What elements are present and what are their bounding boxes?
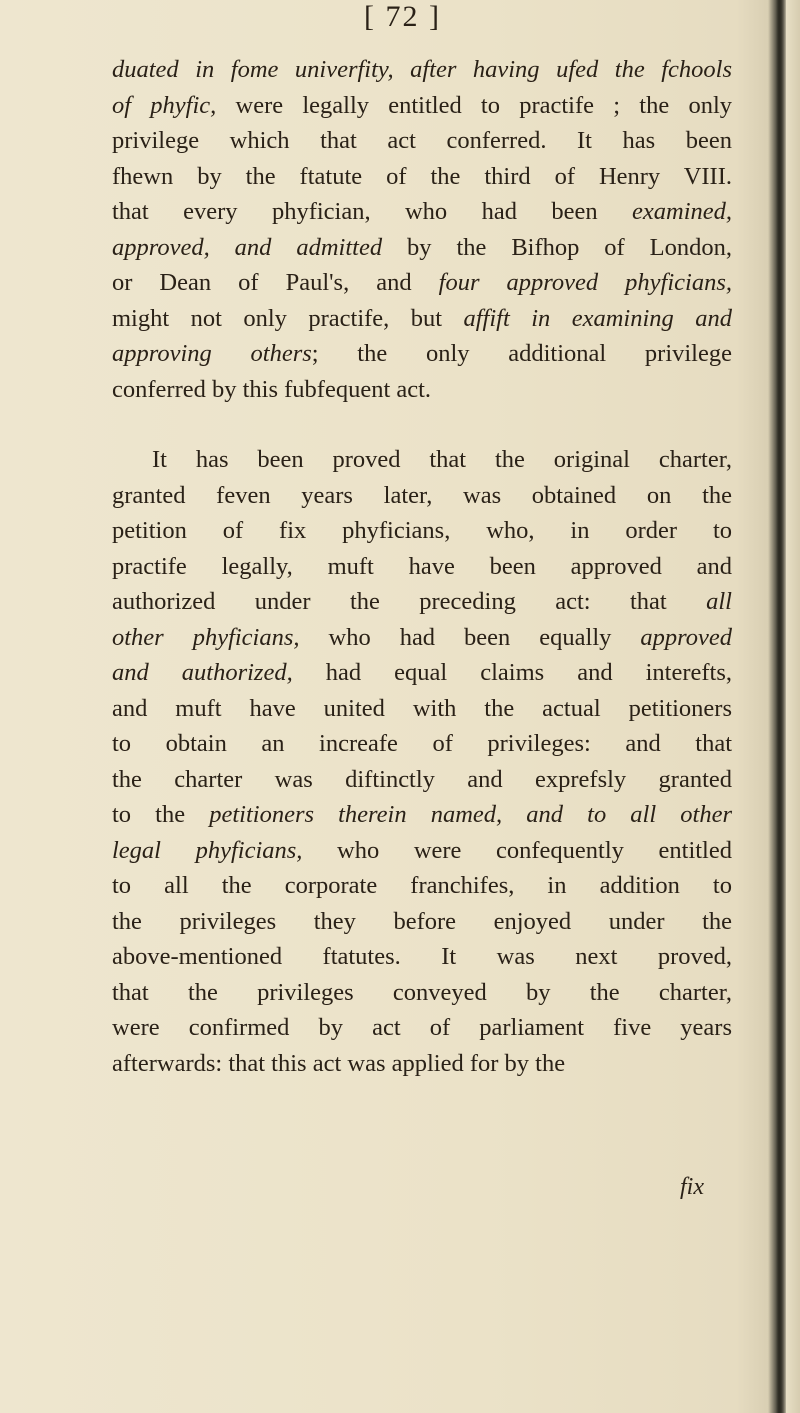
text-run: practife legally, muft have been approved and <box>112 552 732 580</box>
italic-run: approved <box>640 623 732 651</box>
text-line <box>112 442 732 478</box>
text-line <box>112 584 732 620</box>
text-run: were legally entitled to practife ; the only <box>216 91 733 119</box>
text-line <box>112 372 732 408</box>
italic-run: approving others <box>112 340 312 367</box>
italic-run: four approved phyficians, <box>438 269 733 296</box>
text-line <box>112 478 732 514</box>
text-run: afterwards: that this act was applied for by the <box>112 1049 566 1077</box>
text-line <box>112 691 732 727</box>
text-line <box>112 939 732 975</box>
catchword: fix <box>680 1174 704 1200</box>
text-run: the privileges they before enjoyed under the <box>112 907 732 935</box>
text-run: It has been proved that the original charter, <box>152 446 732 473</box>
text-run: who had been equally <box>299 623 641 651</box>
text-line <box>112 762 732 798</box>
text-line <box>112 265 732 301</box>
text-line <box>112 620 732 656</box>
italic-run: other phyficians, <box>112 623 300 651</box>
text-run: by the Bifhop of London, <box>382 233 732 261</box>
text-run: to obtain an increafe of privileges: and that <box>112 730 732 757</box>
italic-run: approved, and admitted <box>112 233 383 261</box>
body-text <box>112 52 732 1081</box>
italic-run: and authorized, <box>112 659 293 686</box>
text-run: conferred by this fubfequent act. <box>112 375 432 403</box>
text-run: authorized under the preceding act: that <box>112 588 707 615</box>
text-run: or Dean of Paul's, and <box>112 269 439 296</box>
text-line <box>112 904 732 940</box>
italic-run: legal phyficians, <box>112 836 303 864</box>
paragraph-1 <box>112 52 732 407</box>
text-run: to the <box>112 801 210 828</box>
italic-run: petitioners therein named, and to all other <box>209 801 732 828</box>
italic-run: examined, <box>632 198 732 225</box>
text-line <box>112 549 732 585</box>
page-number: [ 72 ] <box>364 0 441 33</box>
text-line <box>112 513 732 549</box>
text-run: fhewn by the ftatute of the third of Henry VIII. <box>112 162 732 190</box>
paragraph-gap <box>112 407 732 442</box>
italic-run: of phyfic, <box>112 91 217 119</box>
text-line <box>112 52 732 88</box>
italic-run: affift in examining and <box>463 304 732 332</box>
text-run: and muft have united with the actual petitioners <box>112 694 732 722</box>
text-line <box>112 975 732 1011</box>
text-line <box>112 1046 732 1082</box>
text-line <box>112 301 732 337</box>
italic-run: all <box>706 588 732 615</box>
paragraph-2 <box>112 442 732 1081</box>
text-line <box>112 123 732 159</box>
text-line <box>112 797 732 833</box>
text-run: ; the only additional privilege <box>311 340 732 367</box>
text-line <box>112 230 732 266</box>
text-line <box>112 726 732 762</box>
text-line <box>112 88 732 124</box>
text-line <box>112 655 732 691</box>
text-line <box>112 833 732 869</box>
text-line <box>112 159 732 195</box>
text-run: might not only practife, but <box>112 304 464 332</box>
text-run: that the privileges conveyed by the charter, <box>112 978 732 1006</box>
text-line <box>112 336 732 372</box>
text-run: who were confequently entitled <box>302 836 732 864</box>
text-run: above-mentioned ftatutes. It was next proved, <box>112 943 732 970</box>
text-run: privilege which that act conferred. It has been <box>112 127 732 154</box>
text-run: the charter was diftinctly and exprefsly granted <box>112 765 732 793</box>
text-line <box>112 1010 732 1046</box>
italic-run: duated in fome univerfity, after having ufed the fchools <box>112 56 732 83</box>
text-run: that every phyfician, who had been <box>112 198 632 225</box>
text-run: had equal claims and interefts, <box>292 659 733 686</box>
text-line <box>112 868 732 904</box>
text-run: were confirmed by act of parliament five years <box>112 1014 732 1041</box>
text-run: to all the corporate franchifes, in addition to <box>112 872 732 899</box>
text-run: granted feven years later, was obtained on the <box>112 481 732 509</box>
text-run: petition of fix phyficians, who, in order to <box>112 517 732 544</box>
page-gutter-shadow <box>776 0 786 1413</box>
text-line <box>112 194 732 230</box>
